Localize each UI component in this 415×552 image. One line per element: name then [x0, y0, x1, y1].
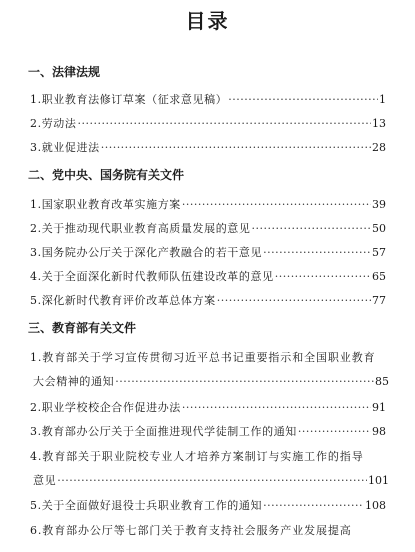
- entry-page-number: 77: [372, 294, 386, 307]
- dot-leader: [275, 269, 371, 285]
- section-heading-laws: 一、法律法规: [28, 65, 101, 79]
- entry-title: 2.关于推动现代职业教育高质量发展的意见: [30, 222, 251, 235]
- entry-page-number: 85: [375, 375, 389, 388]
- entry-page-number: 57: [372, 246, 386, 259]
- toc-entry[interactable]: [30, 245, 386, 261]
- dot-leader: [263, 498, 364, 514]
- entry-page-number: 13: [372, 117, 386, 130]
- entry-title: 3.就业促进法: [30, 141, 100, 154]
- toc-entry[interactable]: [30, 197, 386, 213]
- entry-title: 1.教育部关于学习宣传贯彻习近平总书记重要指示和全国职业教育: [30, 351, 376, 364]
- entry-title: 5.关于全面做好退役士兵职业教育工作的通知: [30, 499, 263, 512]
- entry-page-number: 98: [372, 425, 386, 438]
- toc-entry[interactable]: [30, 424, 386, 440]
- entry-page-number: 91: [372, 401, 386, 414]
- section-heading-ministry-documents: 三、教育部有关文件: [28, 321, 137, 335]
- entry-page-number: 1: [379, 93, 386, 106]
- entry-title: 2.劳动法: [30, 117, 77, 130]
- entry-title: 5.深化新时代教育评价改革总体方案: [30, 294, 216, 307]
- dot-leader: [228, 92, 378, 108]
- toc-entry[interactable]: [30, 498, 386, 514]
- toc-entry[interactable]: [30, 116, 386, 132]
- dot-leader: [182, 197, 371, 213]
- toc-entry[interactable]: [30, 523, 386, 539]
- dot-leader: [115, 374, 374, 390]
- entry-title: 4.关于全面深化新时代教师队伍建设改革的意见: [30, 270, 274, 283]
- dot-leader: [182, 400, 371, 416]
- entry-page-number: 101: [368, 474, 389, 487]
- entry-page-number: 50: [372, 222, 386, 235]
- entry-title-continued: 意见: [33, 474, 57, 487]
- entry-title: 1.国家职业教育改革实施方案: [30, 198, 181, 211]
- dot-leader: [78, 116, 372, 132]
- entry-title: 2.职业学校校企合作促进办法: [30, 401, 181, 414]
- dot-leader: [217, 293, 371, 309]
- toc-entry[interactable]: [30, 269, 386, 285]
- entry-page-number: 108: [365, 499, 386, 512]
- entry-title: 3.教育部办公厅关于全面推进现代学徒制工作的通知: [30, 425, 297, 438]
- toc-entry[interactable]: [30, 400, 386, 416]
- entry-title-continued: 大会精神的通知: [33, 375, 115, 388]
- entry-title: 6.教育部办公厅等七部门关于教育支持社会服务产业发展提高: [30, 524, 352, 537]
- dot-leader: [252, 221, 372, 237]
- toc-entry[interactable]: [30, 293, 386, 309]
- dot-leader: [101, 140, 371, 156]
- page-title: 目录: [185, 9, 230, 33]
- toc-entry[interactable]: [30, 140, 386, 156]
- entry-title: 3.国务院办公厅关于深化产教融合的若干意见: [30, 246, 263, 259]
- dot-leader: [298, 424, 371, 440]
- entry-page-number: 65: [372, 270, 386, 283]
- toc-entry[interactable]: [30, 350, 389, 390]
- entry-title: 1.职业教育法修订草案（征求意见稿）: [30, 93, 228, 106]
- toc-entry[interactable]: [30, 449, 389, 489]
- dot-leader: [263, 245, 371, 261]
- entry-page-number: 28: [372, 141, 386, 154]
- section-heading-central-documents: 二、党中央、国务院有关文件: [28, 168, 185, 182]
- toc-entry[interactable]: [30, 221, 386, 237]
- dot-leader: [57, 473, 367, 489]
- toc-entry[interactable]: [30, 92, 386, 108]
- entry-page-number: 39: [372, 198, 386, 211]
- entry-title: 4.教育部关于职业院校专业人才培养方案制订与实施工作的指导: [30, 450, 364, 463]
